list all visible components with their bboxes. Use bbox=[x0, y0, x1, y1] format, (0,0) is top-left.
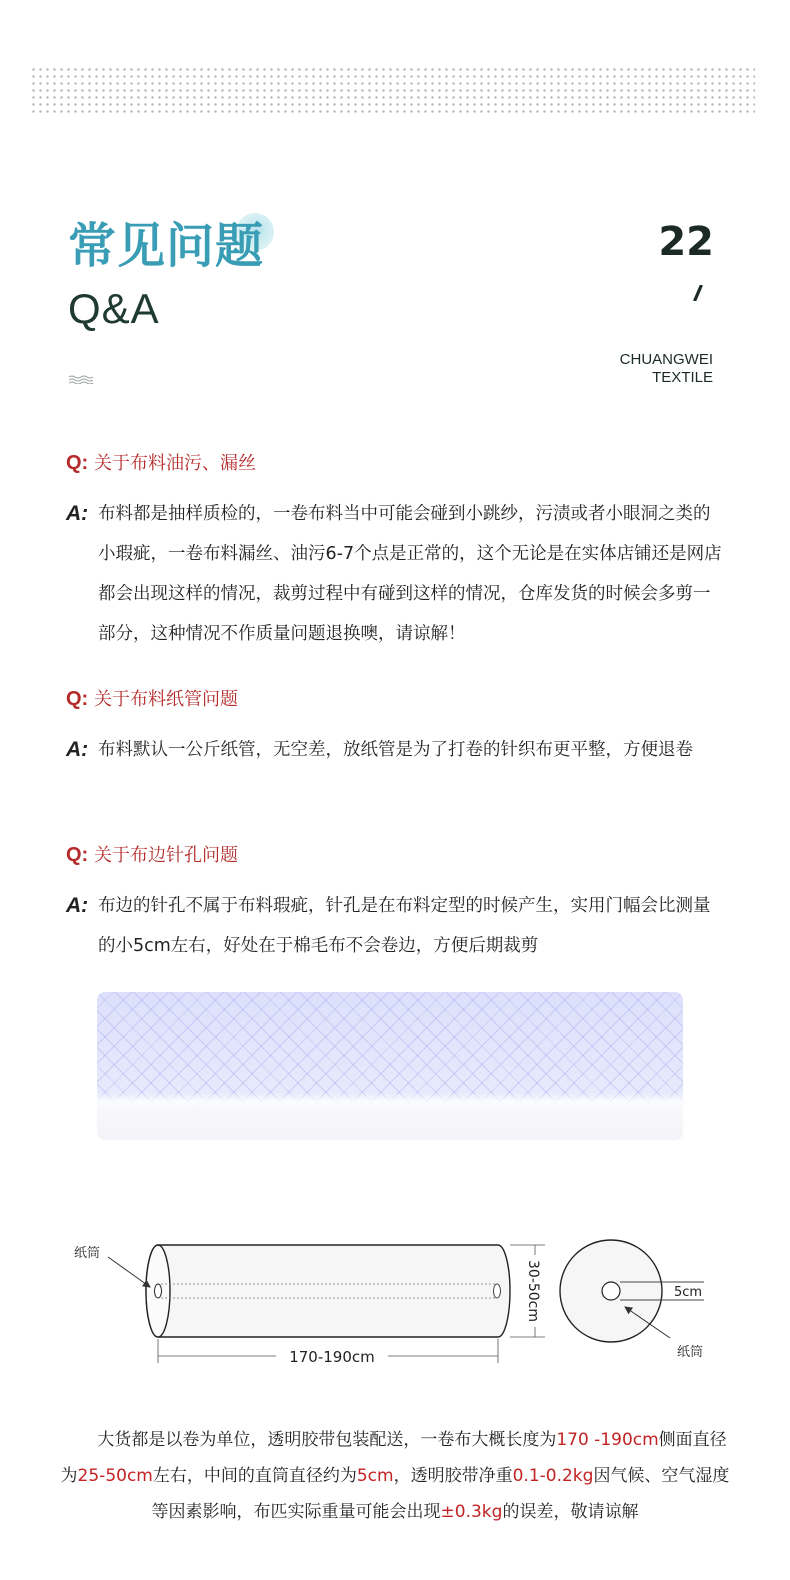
wave-icon bbox=[68, 374, 94, 384]
answer bbox=[66, 886, 726, 966]
qa-item-selvage-holes bbox=[66, 843, 726, 966]
label-tube-left: 纸筒 bbox=[74, 1246, 101, 1261]
page-title-en: Q&A bbox=[68, 285, 160, 332]
right-tube-hole bbox=[494, 1284, 501, 1298]
question bbox=[66, 687, 726, 712]
brand-name bbox=[620, 351, 713, 387]
note-text-2: 侧面直径为 bbox=[60, 1430, 727, 1486]
note-highlight-tape-weight: 0.1-0.2kg bbox=[512, 1466, 594, 1486]
qa-item-oil-stain bbox=[66, 451, 726, 654]
core-tube-end bbox=[602, 1282, 620, 1300]
fabric-roll-diagram bbox=[0, 1225, 790, 1375]
answer-text: 布边的针孔不属于布料瑕疵，针孔是在布料定型的时候产生，实用门幅会比测量的小5cm左右，好处在于棉毛布不会卷边，方便后期裁剪 bbox=[98, 896, 711, 956]
length-label: 170-190cm bbox=[289, 1348, 375, 1366]
fabric-selvage-photo bbox=[97, 992, 683, 1140]
a-mark: A: bbox=[66, 894, 89, 917]
note-text-3: 左右，中间的直筒直径约为 bbox=[152, 1466, 357, 1486]
answer bbox=[66, 730, 726, 770]
roll-body bbox=[146, 1245, 510, 1337]
note-highlight-diameter: 25-50cm bbox=[77, 1466, 153, 1486]
core-label: 5cm bbox=[673, 1285, 703, 1300]
answer bbox=[66, 494, 726, 654]
question bbox=[66, 843, 726, 868]
brand-line-1: CHUANGWEI bbox=[619, 351, 713, 368]
qa-item-paper-tube bbox=[66, 687, 726, 770]
note-text-5: 因气候、空气湿度等因素影响，布匹实际重量可能会出现 bbox=[151, 1466, 730, 1522]
note-text-4: ，透明胶带净重 bbox=[393, 1466, 513, 1486]
question-text: 关于布料纸管问题 bbox=[93, 689, 238, 710]
note-highlight-core: 5cm bbox=[356, 1466, 394, 1486]
q-mark: Q: bbox=[66, 452, 89, 474]
a-mark: A: bbox=[66, 502, 89, 525]
answer-text: 布料默认一公斤纸管，无空差，放纸管是为了打卷的针织布更平整，方便退卷 bbox=[98, 740, 693, 760]
page-number: 22 bbox=[658, 219, 714, 265]
q-mark: Q: bbox=[66, 688, 89, 710]
question-text: 关于布料油污、漏丝 bbox=[93, 453, 256, 474]
slash-icon bbox=[692, 285, 706, 301]
answer-text: 布料都是抽样质检的，一卷布料当中可能会碰到小跳纱，污渍或者小眼洞之类的小瑕疵，一卷布料漏丝、油污6-7个点是正常的，这个无论是在实体店铺还是网店都会出现这样的情况，裁剪过程中有碰到这样的情况，仓库发货的时候会多剪一部分，这种情况不作质量问题退换噢，请谅解！ bbox=[98, 504, 722, 644]
left-tube-hole bbox=[155, 1284, 162, 1298]
note-highlight-tolerance: ±0.3kg bbox=[440, 1502, 503, 1522]
note-highlight-length: 170 -190cm bbox=[556, 1430, 659, 1450]
a-mark: A: bbox=[66, 738, 89, 761]
question-text: 关于布边针孔问题 bbox=[93, 845, 238, 866]
q-mark: Q: bbox=[66, 844, 89, 866]
dot-pattern-decoration bbox=[30, 66, 755, 114]
note-text-1: 大货都是以卷为单位，透明胶带包装配送，一卷布大概长度为 bbox=[97, 1430, 557, 1450]
brand-line-2: TEXTILE bbox=[652, 369, 713, 386]
note-text-6: 的误差，敬请谅解 bbox=[502, 1502, 639, 1522]
question bbox=[66, 451, 726, 476]
page-title-cn: 常见问题 bbox=[68, 218, 265, 274]
diameter-label: 30-50cm bbox=[525, 1259, 541, 1323]
label-tube-right: 纸筒 bbox=[677, 1345, 704, 1360]
packaging-note bbox=[60, 1422, 730, 1530]
